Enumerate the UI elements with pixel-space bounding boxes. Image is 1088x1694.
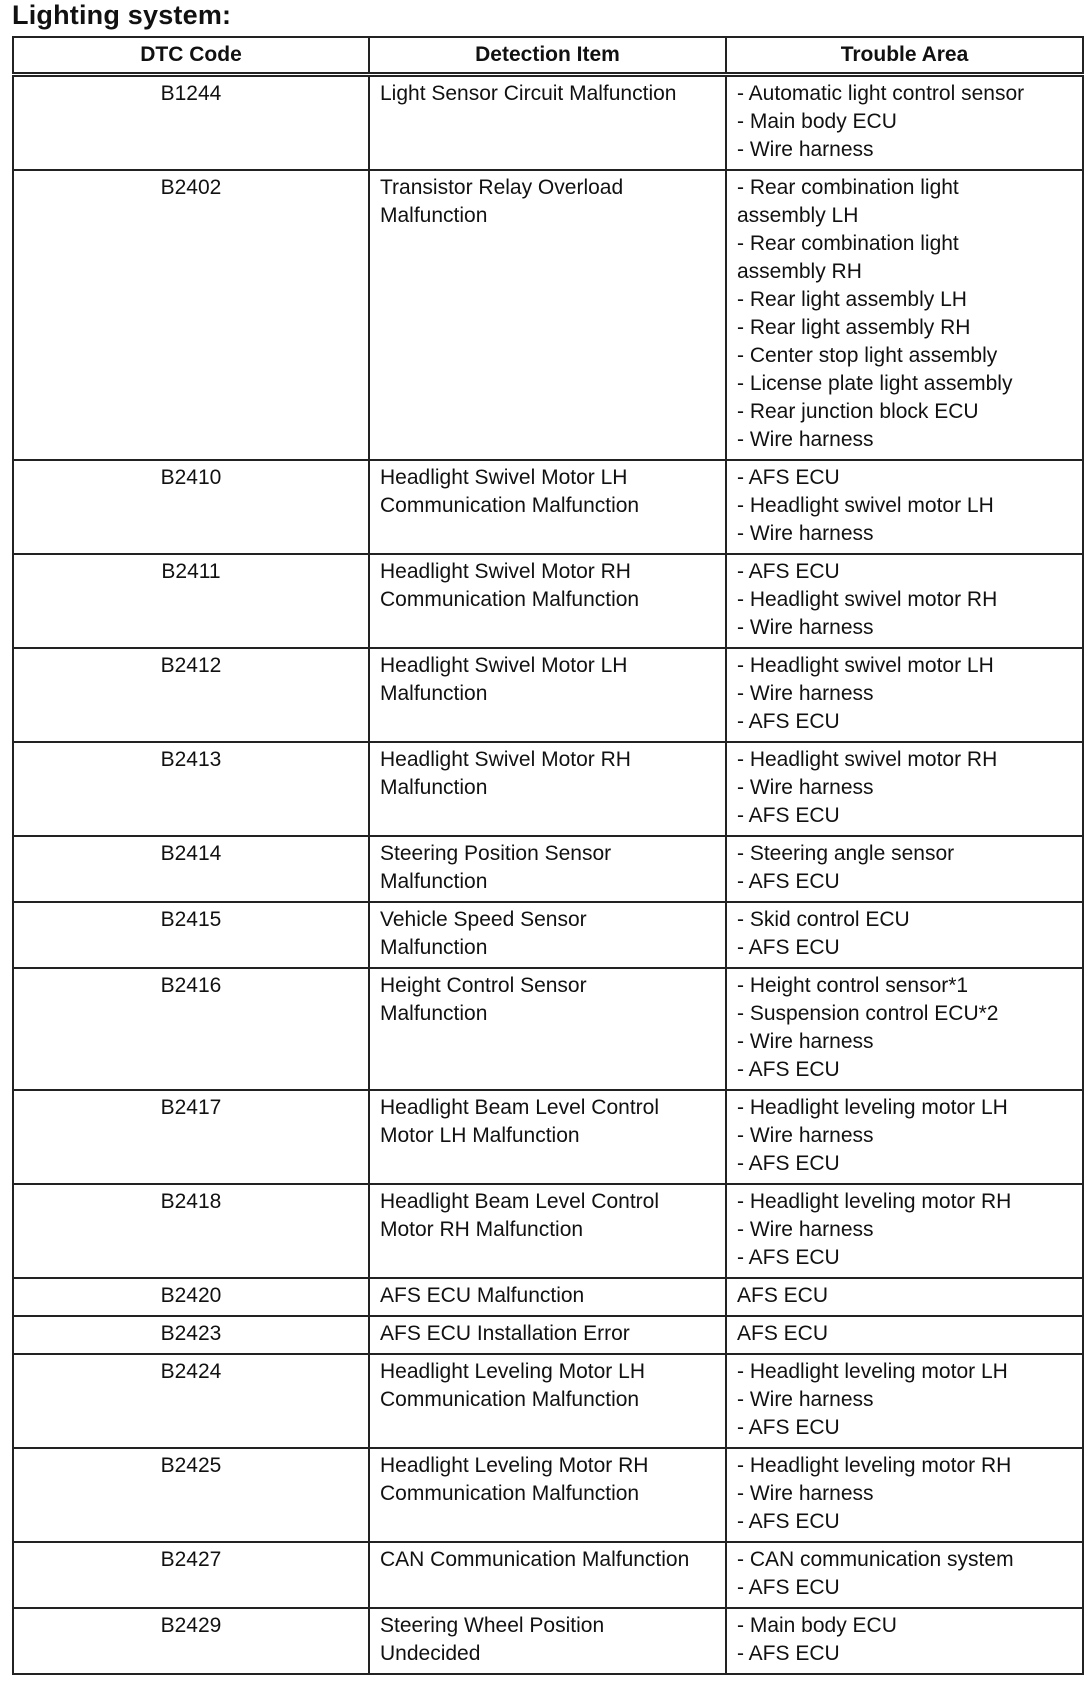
detection-item-cell xyxy=(369,902,726,968)
dtc-code-cell: B2429 xyxy=(13,1608,369,1674)
trouble-area-cell xyxy=(726,1278,1083,1316)
detection-item-line: Steering Position Sensor xyxy=(380,842,612,865)
detection-item-line: Headlight Beam Level Control xyxy=(380,1096,659,1119)
dtc-code-cell: B2420 xyxy=(13,1278,369,1316)
trouble-area-line: - Rear combination light xyxy=(737,176,959,199)
trouble-area-line: - Wire harness xyxy=(737,1388,874,1411)
trouble-area-line: - Headlight leveling motor LH xyxy=(737,1096,1008,1119)
dtc-code-cell: B2416 xyxy=(13,968,369,1090)
dtc-code-cell: B2427 xyxy=(13,1542,369,1608)
trouble-area-cell xyxy=(726,75,1083,171)
table-row xyxy=(13,1090,1083,1184)
trouble-area-line: - AFS ECU xyxy=(737,1152,840,1175)
trouble-area-cell xyxy=(726,170,1083,460)
trouble-area-line: - Wire harness xyxy=(737,682,874,705)
trouble-area-line: - Wire harness xyxy=(737,1482,874,1505)
trouble-area-line: - Headlight leveling motor LH xyxy=(737,1360,1008,1383)
trouble-area-cell xyxy=(726,1090,1083,1184)
trouble-area-line: AFS ECU xyxy=(737,1284,829,1307)
trouble-area-line: - Automatic light control sensor xyxy=(737,82,1025,105)
trouble-area-line: - AFS ECU xyxy=(737,560,840,583)
detection-item-line: Headlight Swivel Motor LH xyxy=(380,466,628,489)
trouble-area-line: assembly LH xyxy=(737,204,859,227)
trouble-area-line: AFS ECU xyxy=(737,1322,829,1345)
detection-item-line: Motor RH Malfunction xyxy=(380,1218,584,1241)
trouble-area-line: - Wire harness xyxy=(737,1030,874,1053)
table-row xyxy=(13,170,1083,460)
dtc-code-cell: B2415 xyxy=(13,902,369,968)
trouble-area-line: - Headlight swivel motor RH xyxy=(737,588,998,611)
detection-item-cell xyxy=(369,1448,726,1542)
trouble-area-line: - AFS ECU xyxy=(737,804,840,827)
dtc-code-cell: B2418 xyxy=(13,1184,369,1278)
table-row xyxy=(13,1542,1083,1608)
table-row xyxy=(13,968,1083,1090)
trouble-area-line: - Height control sensor*1 xyxy=(737,974,969,997)
table-row xyxy=(13,75,1083,171)
detection-item-cell xyxy=(369,460,726,554)
trouble-area-cell xyxy=(726,648,1083,742)
detection-item-line: Communication Malfunction xyxy=(380,1388,640,1411)
table-row xyxy=(13,1316,1083,1354)
detection-item-cell xyxy=(369,1608,726,1674)
dtc-code-cell: B2417 xyxy=(13,1090,369,1184)
trouble-area-cell xyxy=(726,1448,1083,1542)
trouble-area-line: - Main body ECU xyxy=(737,110,897,133)
trouble-area-line: - AFS ECU xyxy=(737,1246,840,1269)
detection-item-line: Headlight Swivel Motor RH xyxy=(380,748,631,771)
detection-item-cell xyxy=(369,75,726,171)
trouble-area-cell xyxy=(726,742,1083,836)
page-title: Lighting system: xyxy=(12,0,232,30)
trouble-area-line: - AFS ECU xyxy=(737,1510,840,1533)
trouble-area-line: - License plate light assembly xyxy=(737,372,1013,395)
table-header-row xyxy=(13,37,1083,75)
dtc-code-cell: B2425 xyxy=(13,1448,369,1542)
detection-item-line: Communication Malfunction xyxy=(380,1482,640,1505)
table-body xyxy=(13,75,1083,1675)
detection-item-line: Malfunction xyxy=(380,1002,488,1025)
detection-item-cell xyxy=(369,554,726,648)
trouble-area-line: - Wire harness xyxy=(737,616,874,639)
trouble-area-line: - AFS ECU xyxy=(737,1642,840,1665)
trouble-area-cell xyxy=(726,1316,1083,1354)
trouble-area-cell xyxy=(726,460,1083,554)
table-row xyxy=(13,742,1083,836)
detection-item-line: Light Sensor Circuit Malfunction xyxy=(380,82,677,105)
trouble-area-line: - Wire harness xyxy=(737,428,874,451)
trouble-area-cell xyxy=(726,1354,1083,1448)
detection-item-line: Steering Wheel Position xyxy=(380,1614,605,1637)
trouble-area-cell xyxy=(726,1542,1083,1608)
table-row xyxy=(13,1448,1083,1542)
trouble-area-line: - Headlight swivel motor LH xyxy=(737,654,994,677)
trouble-area-line: - Headlight leveling motor RH xyxy=(737,1190,1012,1213)
detection-item-cell xyxy=(369,1542,726,1608)
dtc-table xyxy=(12,36,1084,1675)
detection-item-line: Headlight Swivel Motor RH xyxy=(380,560,631,583)
detection-item-line: Malfunction xyxy=(380,682,488,705)
table-row xyxy=(13,1354,1083,1448)
table-row xyxy=(13,1278,1083,1316)
trouble-area-line: assembly RH xyxy=(737,260,862,283)
detection-item-cell xyxy=(369,1184,726,1278)
header-detection-item: Detection Item xyxy=(369,37,726,75)
detection-item-line: Communication Malfunction xyxy=(380,494,640,517)
header-trouble-area: Trouble Area xyxy=(726,37,1083,75)
trouble-area-line: - Main body ECU xyxy=(737,1614,897,1637)
detection-item-line: Headlight Leveling Motor RH xyxy=(380,1454,649,1477)
trouble-area-line: - CAN communication system xyxy=(737,1548,1014,1571)
table-row xyxy=(13,836,1083,902)
trouble-area-line: - Wire harness xyxy=(737,1218,874,1241)
detection-item-line: AFS ECU Installation Error xyxy=(380,1322,630,1345)
detection-item-line: Undecided xyxy=(380,1642,481,1665)
table-row xyxy=(13,1608,1083,1674)
detection-item-line: Communication Malfunction xyxy=(380,588,640,611)
dtc-code-cell: B2413 xyxy=(13,742,369,836)
trouble-area-line: - AFS ECU xyxy=(737,1416,840,1439)
trouble-area-line: - Skid control ECU xyxy=(737,908,910,931)
detection-item-line: Motor LH Malfunction xyxy=(380,1124,580,1147)
trouble-area-line: - AFS ECU xyxy=(737,936,840,959)
table-row xyxy=(13,460,1083,554)
header-dtc-code: DTC Code xyxy=(13,37,369,75)
dtc-code-cell: B2410 xyxy=(13,460,369,554)
detection-item-line: Headlight Leveling Motor LH xyxy=(380,1360,645,1383)
trouble-area-line: - AFS ECU xyxy=(737,466,840,489)
trouble-area-cell xyxy=(726,836,1083,902)
dtc-code-cell: B2414 xyxy=(13,836,369,902)
trouble-area-line: - AFS ECU xyxy=(737,1576,840,1599)
trouble-area-line: - Wire harness xyxy=(737,1124,874,1147)
trouble-area-line: - Wire harness xyxy=(737,138,874,161)
trouble-area-cell xyxy=(726,1608,1083,1674)
detection-item-line: CAN Communication Malfunction xyxy=(380,1548,690,1571)
detection-item-cell xyxy=(369,1278,726,1316)
trouble-area-line: - Suspension control ECU*2 xyxy=(737,1002,999,1025)
detection-item-line: Malfunction xyxy=(380,936,488,959)
trouble-area-line: - AFS ECU xyxy=(737,710,840,733)
detection-item-cell xyxy=(369,170,726,460)
detection-item-line: Malfunction xyxy=(380,870,488,893)
detection-item-line: Headlight Swivel Motor LH xyxy=(380,654,628,677)
dtc-code-cell: B1244 xyxy=(13,75,369,171)
table-row xyxy=(13,1184,1083,1278)
trouble-area-line: - Headlight swivel motor RH xyxy=(737,748,998,771)
dtc-code-cell: B2412 xyxy=(13,648,369,742)
dtc-code-cell: B2423 xyxy=(13,1316,369,1354)
detection-item-cell xyxy=(369,742,726,836)
dtc-code-cell: B2402 xyxy=(13,170,369,460)
detection-item-line: Headlight Beam Level Control xyxy=(380,1190,659,1213)
trouble-area-line: - Rear light assembly LH xyxy=(737,288,967,311)
trouble-area-line: - Steering angle sensor xyxy=(737,842,955,865)
detection-item-cell xyxy=(369,1354,726,1448)
trouble-area-line: - Wire harness xyxy=(737,522,874,545)
dtc-code-cell: B2411 xyxy=(13,554,369,648)
detection-item-line: Transistor Relay Overload xyxy=(380,176,624,199)
trouble-area-cell xyxy=(726,902,1083,968)
trouble-area-cell xyxy=(726,968,1083,1090)
trouble-area-line: - Wire harness xyxy=(737,776,874,799)
detection-item-cell xyxy=(369,968,726,1090)
detection-item-cell xyxy=(369,836,726,902)
detection-item-cell xyxy=(369,648,726,742)
detection-item-line: Height Control Sensor xyxy=(380,974,587,997)
trouble-area-line: - Rear light assembly RH xyxy=(737,316,971,339)
dtc-code-cell: B2424 xyxy=(13,1354,369,1448)
detection-item-line: Vehicle Speed Sensor xyxy=(380,908,587,931)
detection-item-cell xyxy=(369,1090,726,1184)
trouble-area-cell xyxy=(726,554,1083,648)
trouble-area-cell xyxy=(726,1184,1083,1278)
trouble-area-line: - AFS ECU xyxy=(737,870,840,893)
trouble-area-line: - Headlight swivel motor LH xyxy=(737,494,994,517)
trouble-area-line: - Rear combination light xyxy=(737,232,959,255)
table-row xyxy=(13,648,1083,742)
trouble-area-line: - AFS ECU xyxy=(737,1058,840,1081)
detection-item-cell xyxy=(369,1316,726,1354)
trouble-area-line: - Center stop light assembly xyxy=(737,344,998,367)
detection-item-line: Malfunction xyxy=(380,204,488,227)
table-row xyxy=(13,554,1083,648)
table-row xyxy=(13,902,1083,968)
detection-item-line: Malfunction xyxy=(380,776,488,799)
trouble-area-line: - Headlight leveling motor RH xyxy=(737,1454,1012,1477)
trouble-area-line: - Rear junction block ECU xyxy=(737,400,979,423)
detection-item-line: AFS ECU Malfunction xyxy=(380,1284,585,1307)
